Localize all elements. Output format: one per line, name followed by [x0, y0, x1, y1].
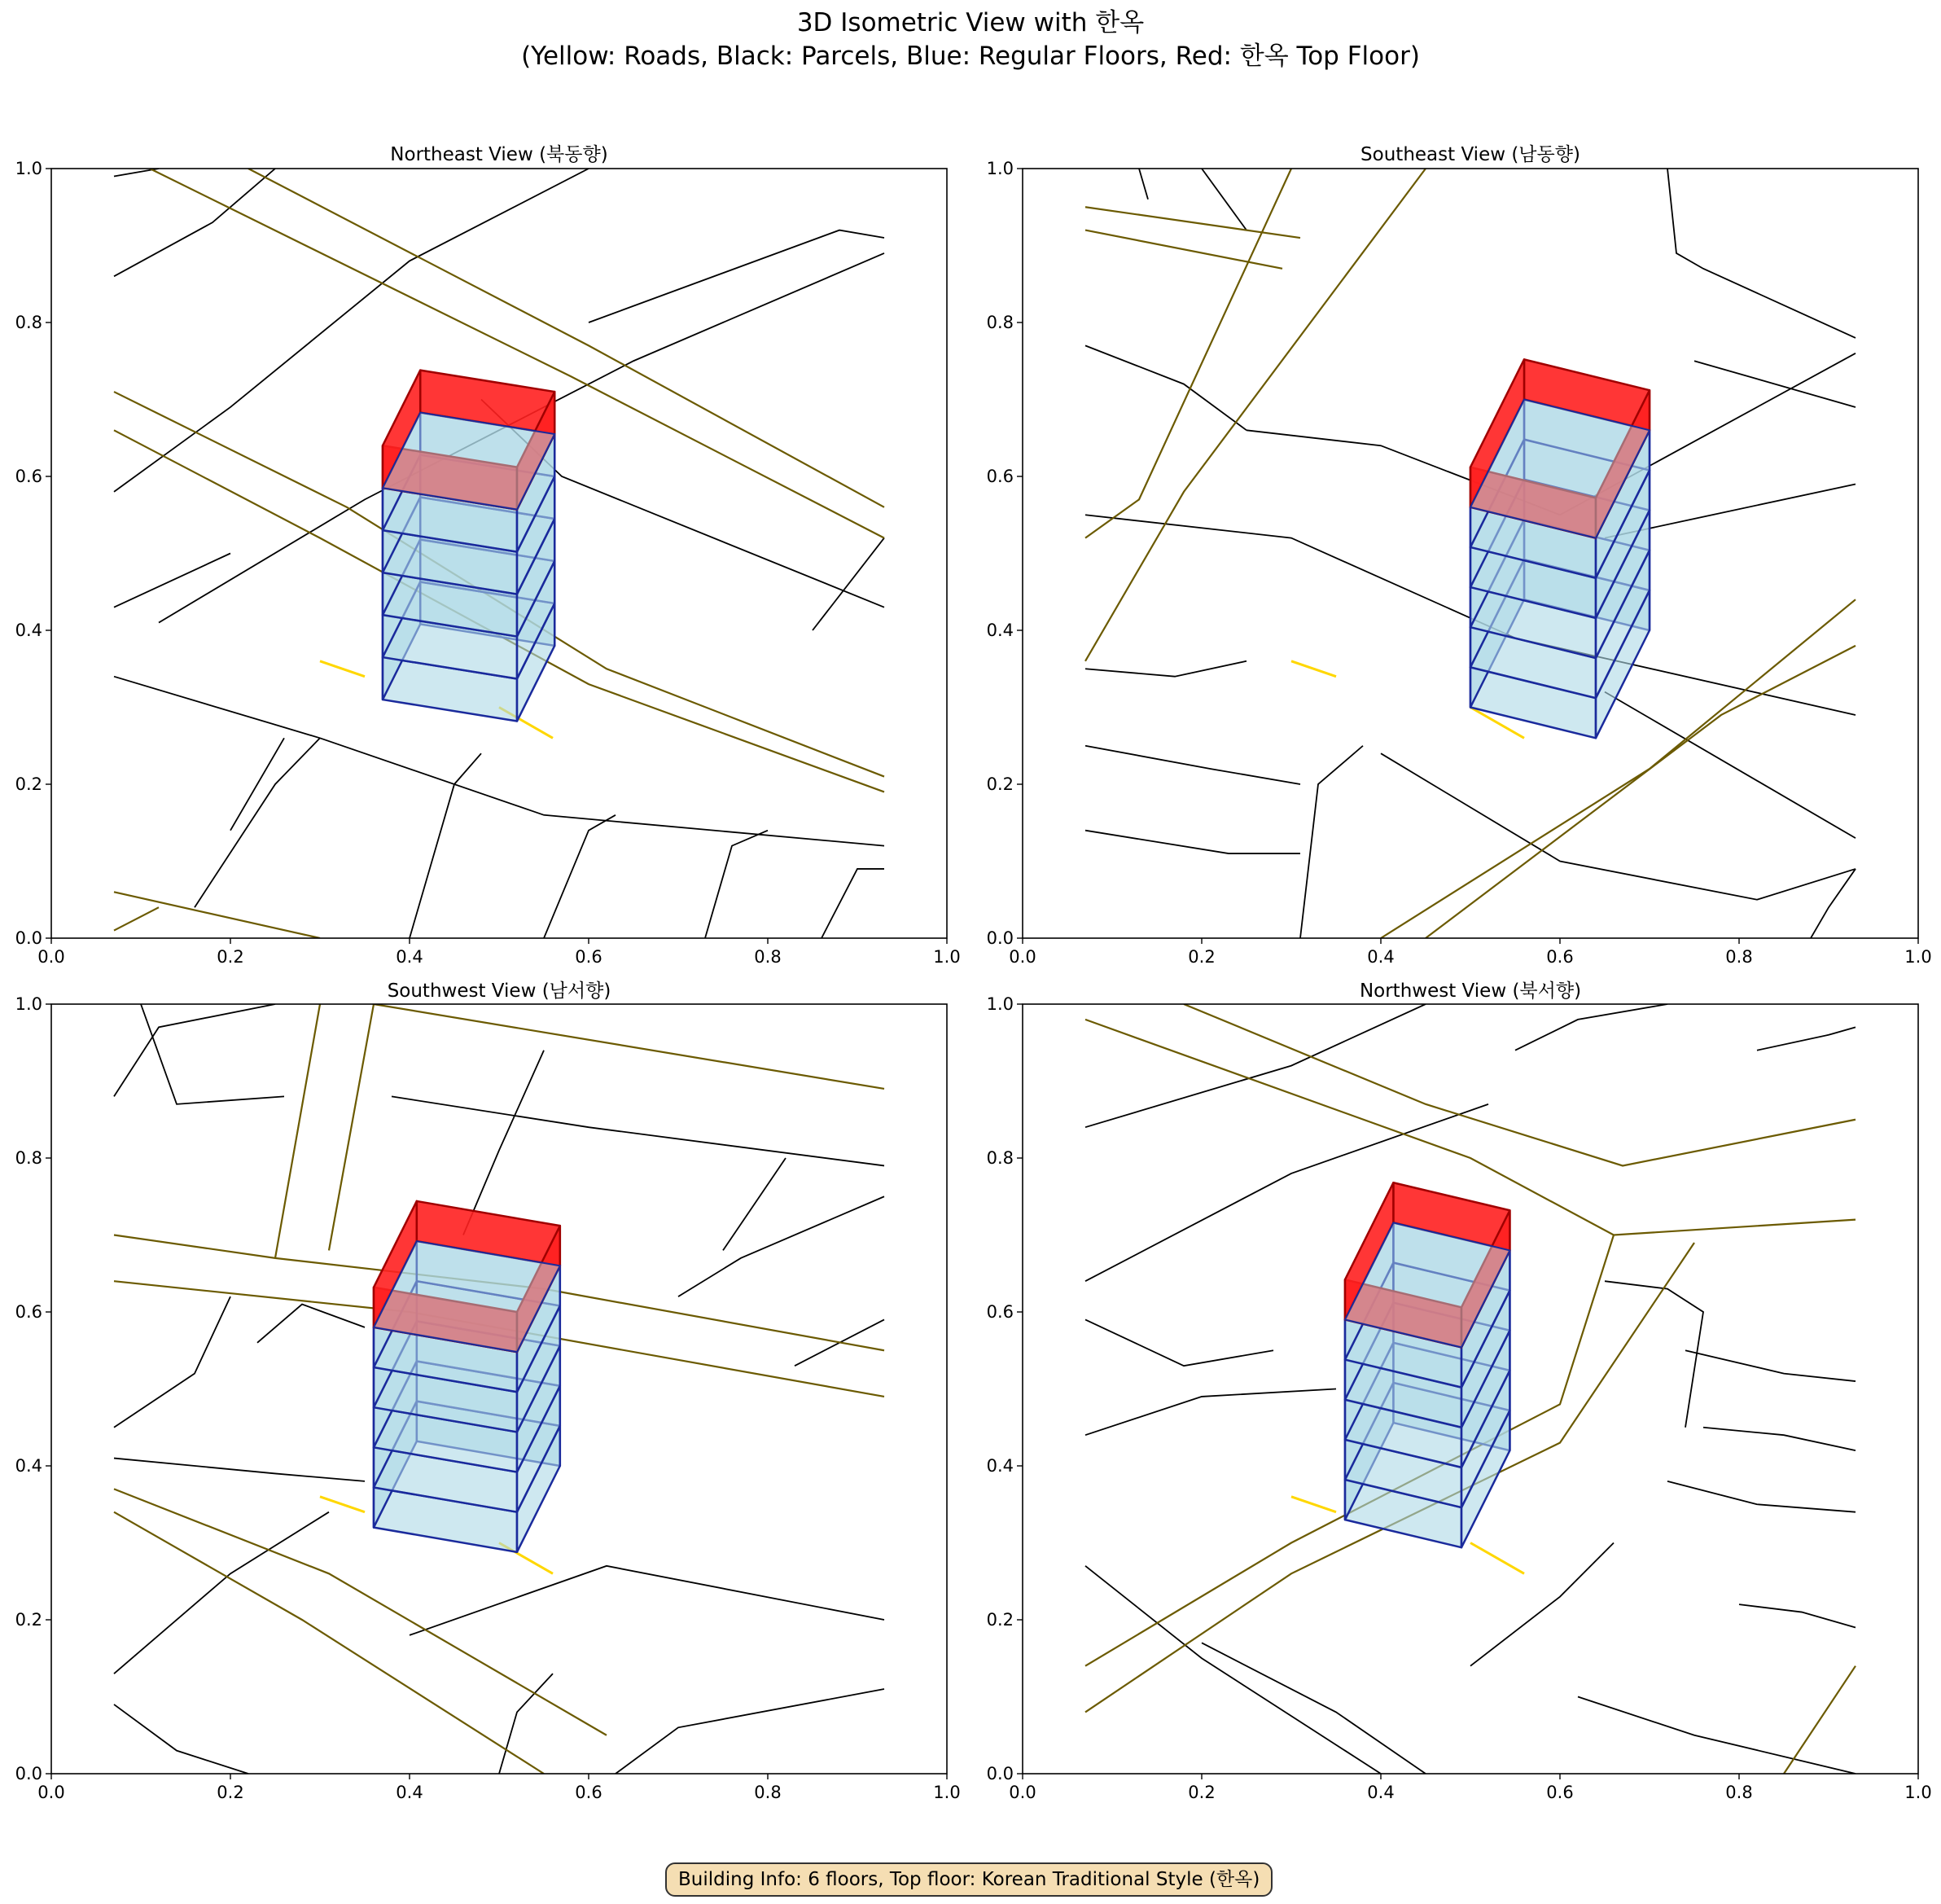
y-tick-label: 0.2: [15, 774, 42, 794]
parcel-boundary: [1685, 1350, 1856, 1381]
y-tick-label: 0.8: [986, 313, 1014, 332]
figure-title-line-1: 3D Isometric View with 한옥: [796, 8, 1145, 37]
panel-title-northwest: Northwest View (북서향): [1359, 981, 1582, 1002]
building-southwest: [374, 1201, 560, 1552]
axes-northeast: [15, 159, 961, 967]
parcel-boundary: [257, 1305, 365, 1343]
parcel-boundary: [1202, 1643, 1426, 1774]
x-tick-label: 0.8: [754, 1783, 782, 1802]
parcel-boundary: [1085, 746, 1300, 784]
x-tick-label: 0.8: [754, 947, 782, 967]
y-tick-label: 0.0: [986, 1764, 1014, 1783]
building-info-box: [665, 1862, 1273, 1897]
road-edge: [114, 1512, 544, 1774]
y-tick-label: 0.8: [15, 1148, 42, 1168]
x-tick-label: 0.0: [37, 947, 65, 967]
x-tick-label: 1.0: [933, 947, 961, 967]
parcel-boundary: [1739, 1604, 1856, 1627]
x-tick-label: 0.0: [1009, 1783, 1036, 1802]
parcel-boundary: [1703, 1428, 1856, 1450]
y-tick-label: 1.0: [15, 994, 42, 1014]
parcel-boundary: [1085, 1566, 1381, 1774]
road-edge: [329, 1004, 374, 1250]
y-tick-label: 0.4: [15, 1456, 42, 1476]
parcel-boundary: [678, 1196, 884, 1296]
x-tick-label: 1.0: [1904, 947, 1932, 967]
parcel-boundary: [1667, 169, 1856, 338]
road-edge: [1085, 169, 1426, 661]
parcel-boundary: [1694, 361, 1856, 407]
y-tick-label: 0.6: [15, 467, 42, 486]
road-segment: [1291, 1497, 1336, 1512]
scene-northeast: [114, 169, 884, 938]
road-edge: [1184, 1004, 1856, 1165]
parcel-boundary: [1667, 1481, 1856, 1512]
parcel-boundary: [1139, 169, 1148, 200]
road-edge: [248, 169, 884, 507]
parcel-boundary: [463, 1051, 544, 1235]
parcel-boundary: [1470, 1543, 1614, 1666]
parcel-boundary: [114, 169, 275, 276]
parcel-boundary: [1085, 1004, 1426, 1127]
y-tick-label: 0.6: [15, 1302, 42, 1322]
axes-northwest: [987, 994, 1932, 1802]
parcel-boundary: [1811, 869, 1856, 938]
x-tick-label: 0.4: [1367, 1783, 1395, 1802]
parcel-boundary: [589, 230, 884, 322]
building-northwest: [1345, 1182, 1509, 1547]
parcel-boundary: [114, 1296, 230, 1428]
y-tick-label: 0.2: [986, 1610, 1014, 1630]
y-tick-label: 0.0: [15, 928, 42, 948]
building-northeast: [383, 371, 554, 722]
y-tick-label: 0.0: [986, 928, 1014, 948]
y-tick-label: 1.0: [15, 159, 42, 178]
x-tick-label: 0.4: [396, 1783, 423, 1802]
y-tick-label: 0.4: [15, 621, 42, 640]
x-tick-label: 0.8: [1725, 1783, 1753, 1802]
road-edge: [1085, 169, 1291, 538]
road-edge: [1784, 1666, 1856, 1774]
road-edge: [374, 1004, 884, 1089]
parcel-boundary: [1085, 831, 1300, 853]
x-tick-label: 1.0: [933, 1783, 961, 1802]
axes-southwest: [15, 994, 961, 1802]
parcel-boundary: [1381, 753, 1856, 900]
figure-title-line-2: (Yellow: Roads, Black: Parcels, Blue: Regular Floors, Red: 한옥 Top Floor): [521, 42, 1420, 71]
parcel-boundary: [1515, 1004, 1667, 1051]
road-segment: [320, 661, 365, 677]
panel-title-southwest: Southwest View (남서향): [387, 981, 611, 1002]
building-southeast: [1470, 359, 1650, 738]
parcel-boundary: [114, 1512, 329, 1674]
x-tick-label: 0.2: [1188, 1783, 1216, 1802]
panel-title-southeast: Southeast View (남동향): [1360, 144, 1580, 165]
parcel-boundary: [705, 831, 768, 938]
x-tick-label: 0.4: [1367, 947, 1395, 967]
parcel-boundary: [1300, 746, 1363, 938]
y-tick-label: 0.8: [15, 313, 42, 332]
road-edge: [275, 1004, 320, 1258]
parcel-boundary: [1605, 692, 1856, 839]
x-tick-label: 0.0: [1009, 947, 1036, 967]
x-tick-label: 0.4: [396, 947, 423, 967]
scene-southeast: [1085, 169, 1856, 938]
parcel-boundary: [1085, 1319, 1273, 1366]
y-tick-label: 0.8: [986, 1148, 1014, 1168]
y-tick-label: 0.2: [986, 774, 1014, 794]
y-tick-label: 1.0: [986, 994, 1014, 1014]
y-tick-label: 0.4: [986, 621, 1014, 640]
scene-northwest: [1085, 1004, 1856, 1774]
road-edge: [114, 907, 159, 930]
parcel-boundary: [114, 1459, 365, 1481]
y-tick-label: 0.6: [986, 1302, 1014, 1322]
y-tick-label: 0.2: [15, 1610, 42, 1630]
axes-southeast: [987, 159, 1932, 967]
x-tick-label: 1.0: [1904, 1783, 1932, 1802]
x-tick-label: 0.6: [1546, 947, 1574, 967]
road-segment: [1470, 1543, 1524, 1574]
y-tick-label: 0.4: [986, 1456, 1014, 1476]
x-tick-label: 0.2: [217, 947, 244, 967]
parcel-boundary: [1085, 1389, 1336, 1436]
parcel-boundary: [410, 1566, 884, 1635]
parcel-boundary: [195, 738, 320, 907]
x-tick-label: 0.6: [575, 1783, 602, 1802]
parcel-boundary: [114, 1004, 275, 1096]
parcel-boundary: [1202, 169, 1247, 230]
building-info-text: Building Info: 6 floors, Top floor: Korean Traditional Style (한옥): [678, 1869, 1260, 1890]
y-tick-label: 0.0: [15, 1764, 42, 1783]
parcel-boundary: [114, 554, 230, 608]
x-tick-label: 0.2: [1188, 947, 1216, 967]
x-tick-label: 0.2: [217, 1783, 244, 1802]
parcel-boundary: [1085, 345, 1247, 430]
road-edge: [114, 1489, 607, 1735]
parcel-boundary: [1757, 1027, 1856, 1050]
parcel-boundary: [813, 538, 884, 630]
parcel-boundary: [1085, 661, 1247, 677]
x-tick-label: 0.8: [1725, 947, 1753, 967]
parcel-boundary: [544, 815, 616, 938]
parcel-boundary: [1578, 1697, 1856, 1775]
parcel-boundary: [822, 869, 884, 938]
parcel-boundary: [723, 1158, 786, 1250]
parcel-boundary: [616, 1689, 884, 1774]
parcel-boundary: [141, 1004, 284, 1104]
x-tick-label: 0.0: [37, 1783, 65, 1802]
road-edge: [1085, 207, 1300, 238]
scene-southwest: [114, 1004, 884, 1774]
y-tick-label: 1.0: [986, 159, 1014, 178]
parcel-boundary: [114, 1704, 248, 1774]
panel-title-northeast: Northeast View (북동향): [390, 144, 608, 165]
x-tick-label: 0.6: [575, 947, 602, 967]
road-segment: [1291, 661, 1336, 677]
road-edge: [1085, 230, 1282, 269]
road-segment: [320, 1497, 365, 1512]
x-tick-label: 0.6: [1546, 1783, 1574, 1802]
y-tick-label: 0.6: [986, 467, 1014, 486]
parcel-boundary: [392, 1096, 884, 1165]
